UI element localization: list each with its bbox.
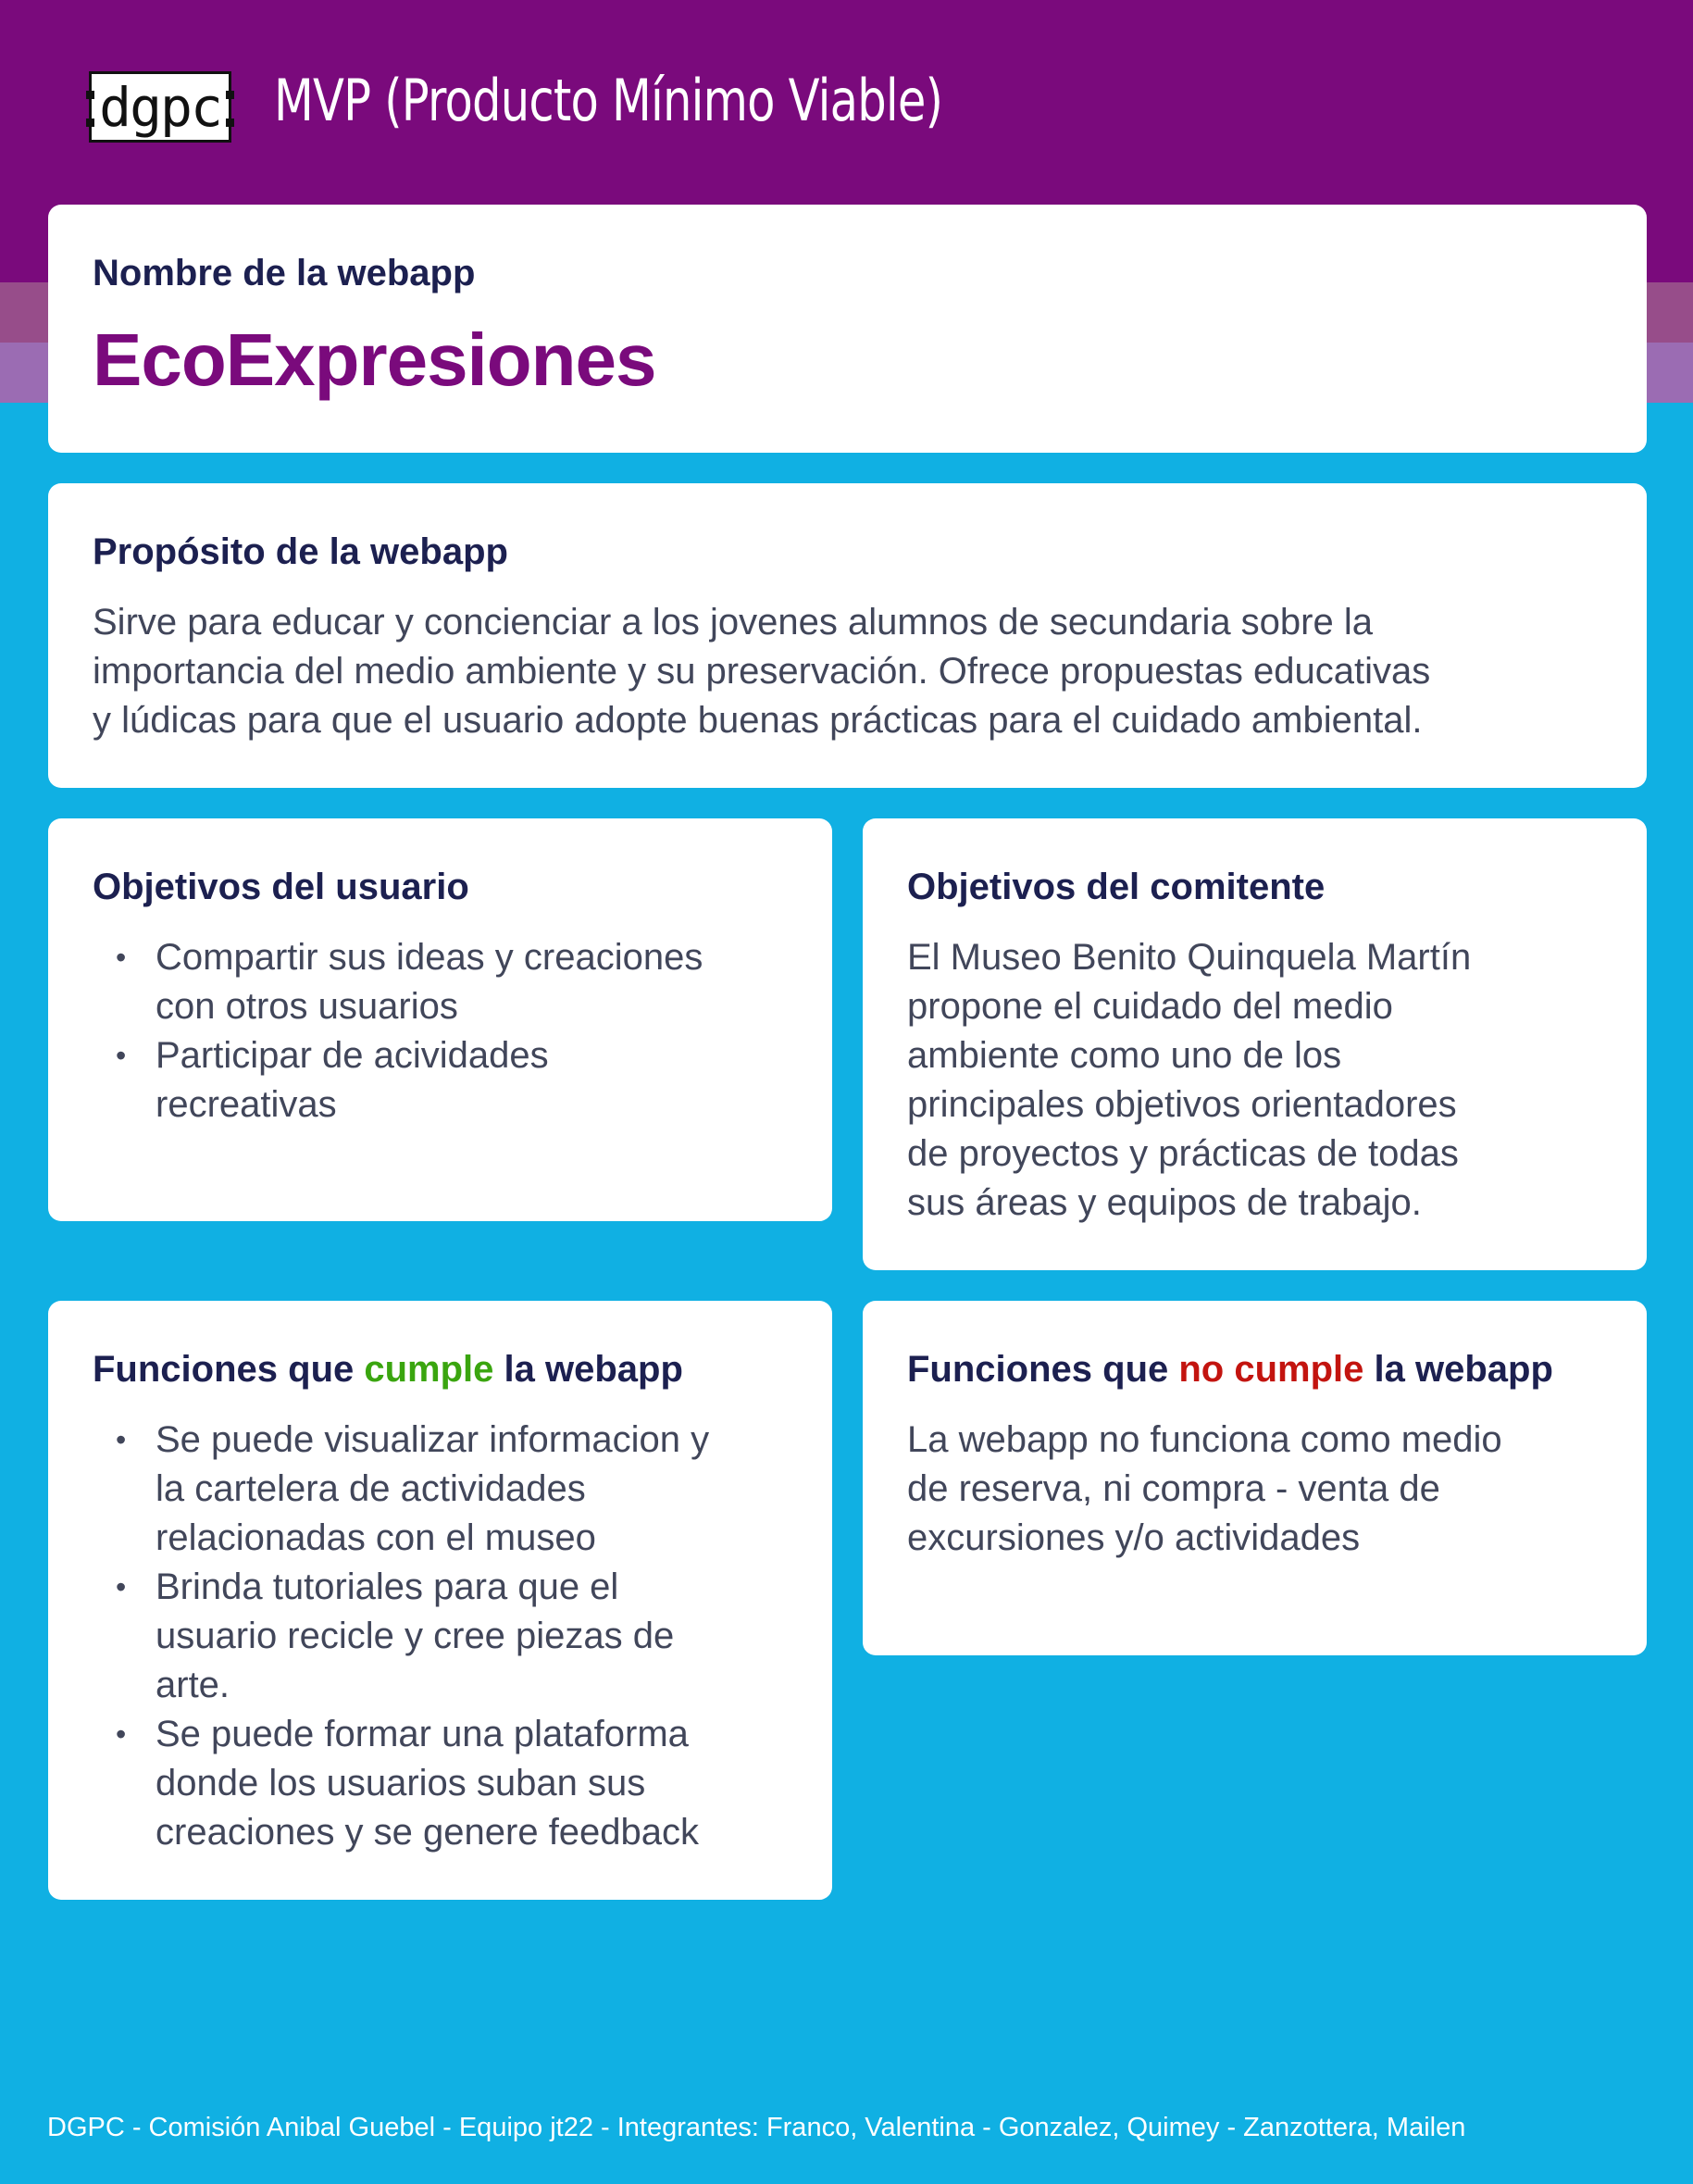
highlight-no-cumple: no cumple: [1178, 1349, 1364, 1390]
footer-credits: DGPC - Comisión Anibal Guebel - Equipo jt22 - Integrantes: Franco, Valentina - Gonzalez, Quimey - Zanzottera, Mailen: [47, 2113, 1466, 2142]
client-objectives-card: [863, 818, 1647, 1270]
functions-not-fulfilled-card: [863, 1301, 1647, 1655]
client-objectives-heading: Objetivos del comitente: [907, 867, 1326, 907]
list-item: • Brinda tutoriales para que el usuario recicle y cree piezas de arte.: [93, 1563, 709, 1710]
functions-fulfilled-list: [93, 1416, 709, 1857]
logo-text: dgpc: [99, 75, 221, 139]
client-objectives-text: El Museo Benito Quinquela Martín propone el cuidado del medio ambiente como uno de los principales objetivos orientadores de proyectos y prácticas de todas sus áreas y equipos de trabajo.: [907, 937, 1472, 1223]
webapp-name-heading: Nombre de la webapp: [93, 253, 476, 293]
list-item: • Se puede formar una plataforma donde los usuarios suban sus creaciones y se genere feedback: [93, 1710, 709, 1857]
bullet-icon: •: [116, 1570, 127, 1604]
bullet-icon: •: [116, 1717, 127, 1751]
functions-not-fulfilled-text: La webapp no funciona como medio de reserva, ni compra - venta de excursiones y/o actividades: [907, 1419, 1502, 1558]
highlight-cumple: cumple: [364, 1349, 494, 1390]
dgpc-logo: [89, 71, 231, 143]
purpose-text: [93, 598, 1430, 745]
user-objectives-list: [93, 933, 703, 1129]
user-objectives-heading: Objetivos del usuario: [93, 867, 469, 907]
page-title: MVP (Producto Mínimo Viable): [274, 67, 943, 134]
user-objectives-card: [48, 818, 832, 1221]
bullet-icon: •: [116, 1423, 127, 1456]
bullet-icon: •: [116, 1039, 127, 1072]
purpose-line: importancia del medio ambiente y su preservación. Ofrece propuestas educativas: [93, 651, 1431, 692]
webapp-name-card: [48, 205, 1647, 453]
functions-fulfilled-heading: Funciones que cumple la webapp: [93, 1349, 683, 1390]
list-item: • Compartir sus ideas y creaciones con otros usuarios: [93, 933, 703, 1031]
functions-not-fulfilled-heading: Funciones que no cumple la webapp: [907, 1349, 1553, 1390]
bullet-icon: •: [116, 941, 127, 974]
list-item: • Se puede visualizar informacion y la cartelera de actividades relacionadas con el museo: [93, 1416, 709, 1563]
purpose-heading: Propósito de la webapp: [93, 531, 508, 572]
webapp-name: EcoExpresiones: [93, 318, 656, 401]
functions-fulfilled-card: [48, 1301, 832, 1900]
purpose-card: [48, 483, 1647, 788]
list-item: • Participar de acividades recreativas: [93, 1031, 703, 1129]
purpose-line: Sirve para educar y concienciar a los jovenes alumnos de secundaria sobre la: [93, 602, 1373, 643]
purpose-line: y lúdicas para que el usuario adopte buenas prácticas para el cuidado ambiental.: [93, 700, 1423, 741]
